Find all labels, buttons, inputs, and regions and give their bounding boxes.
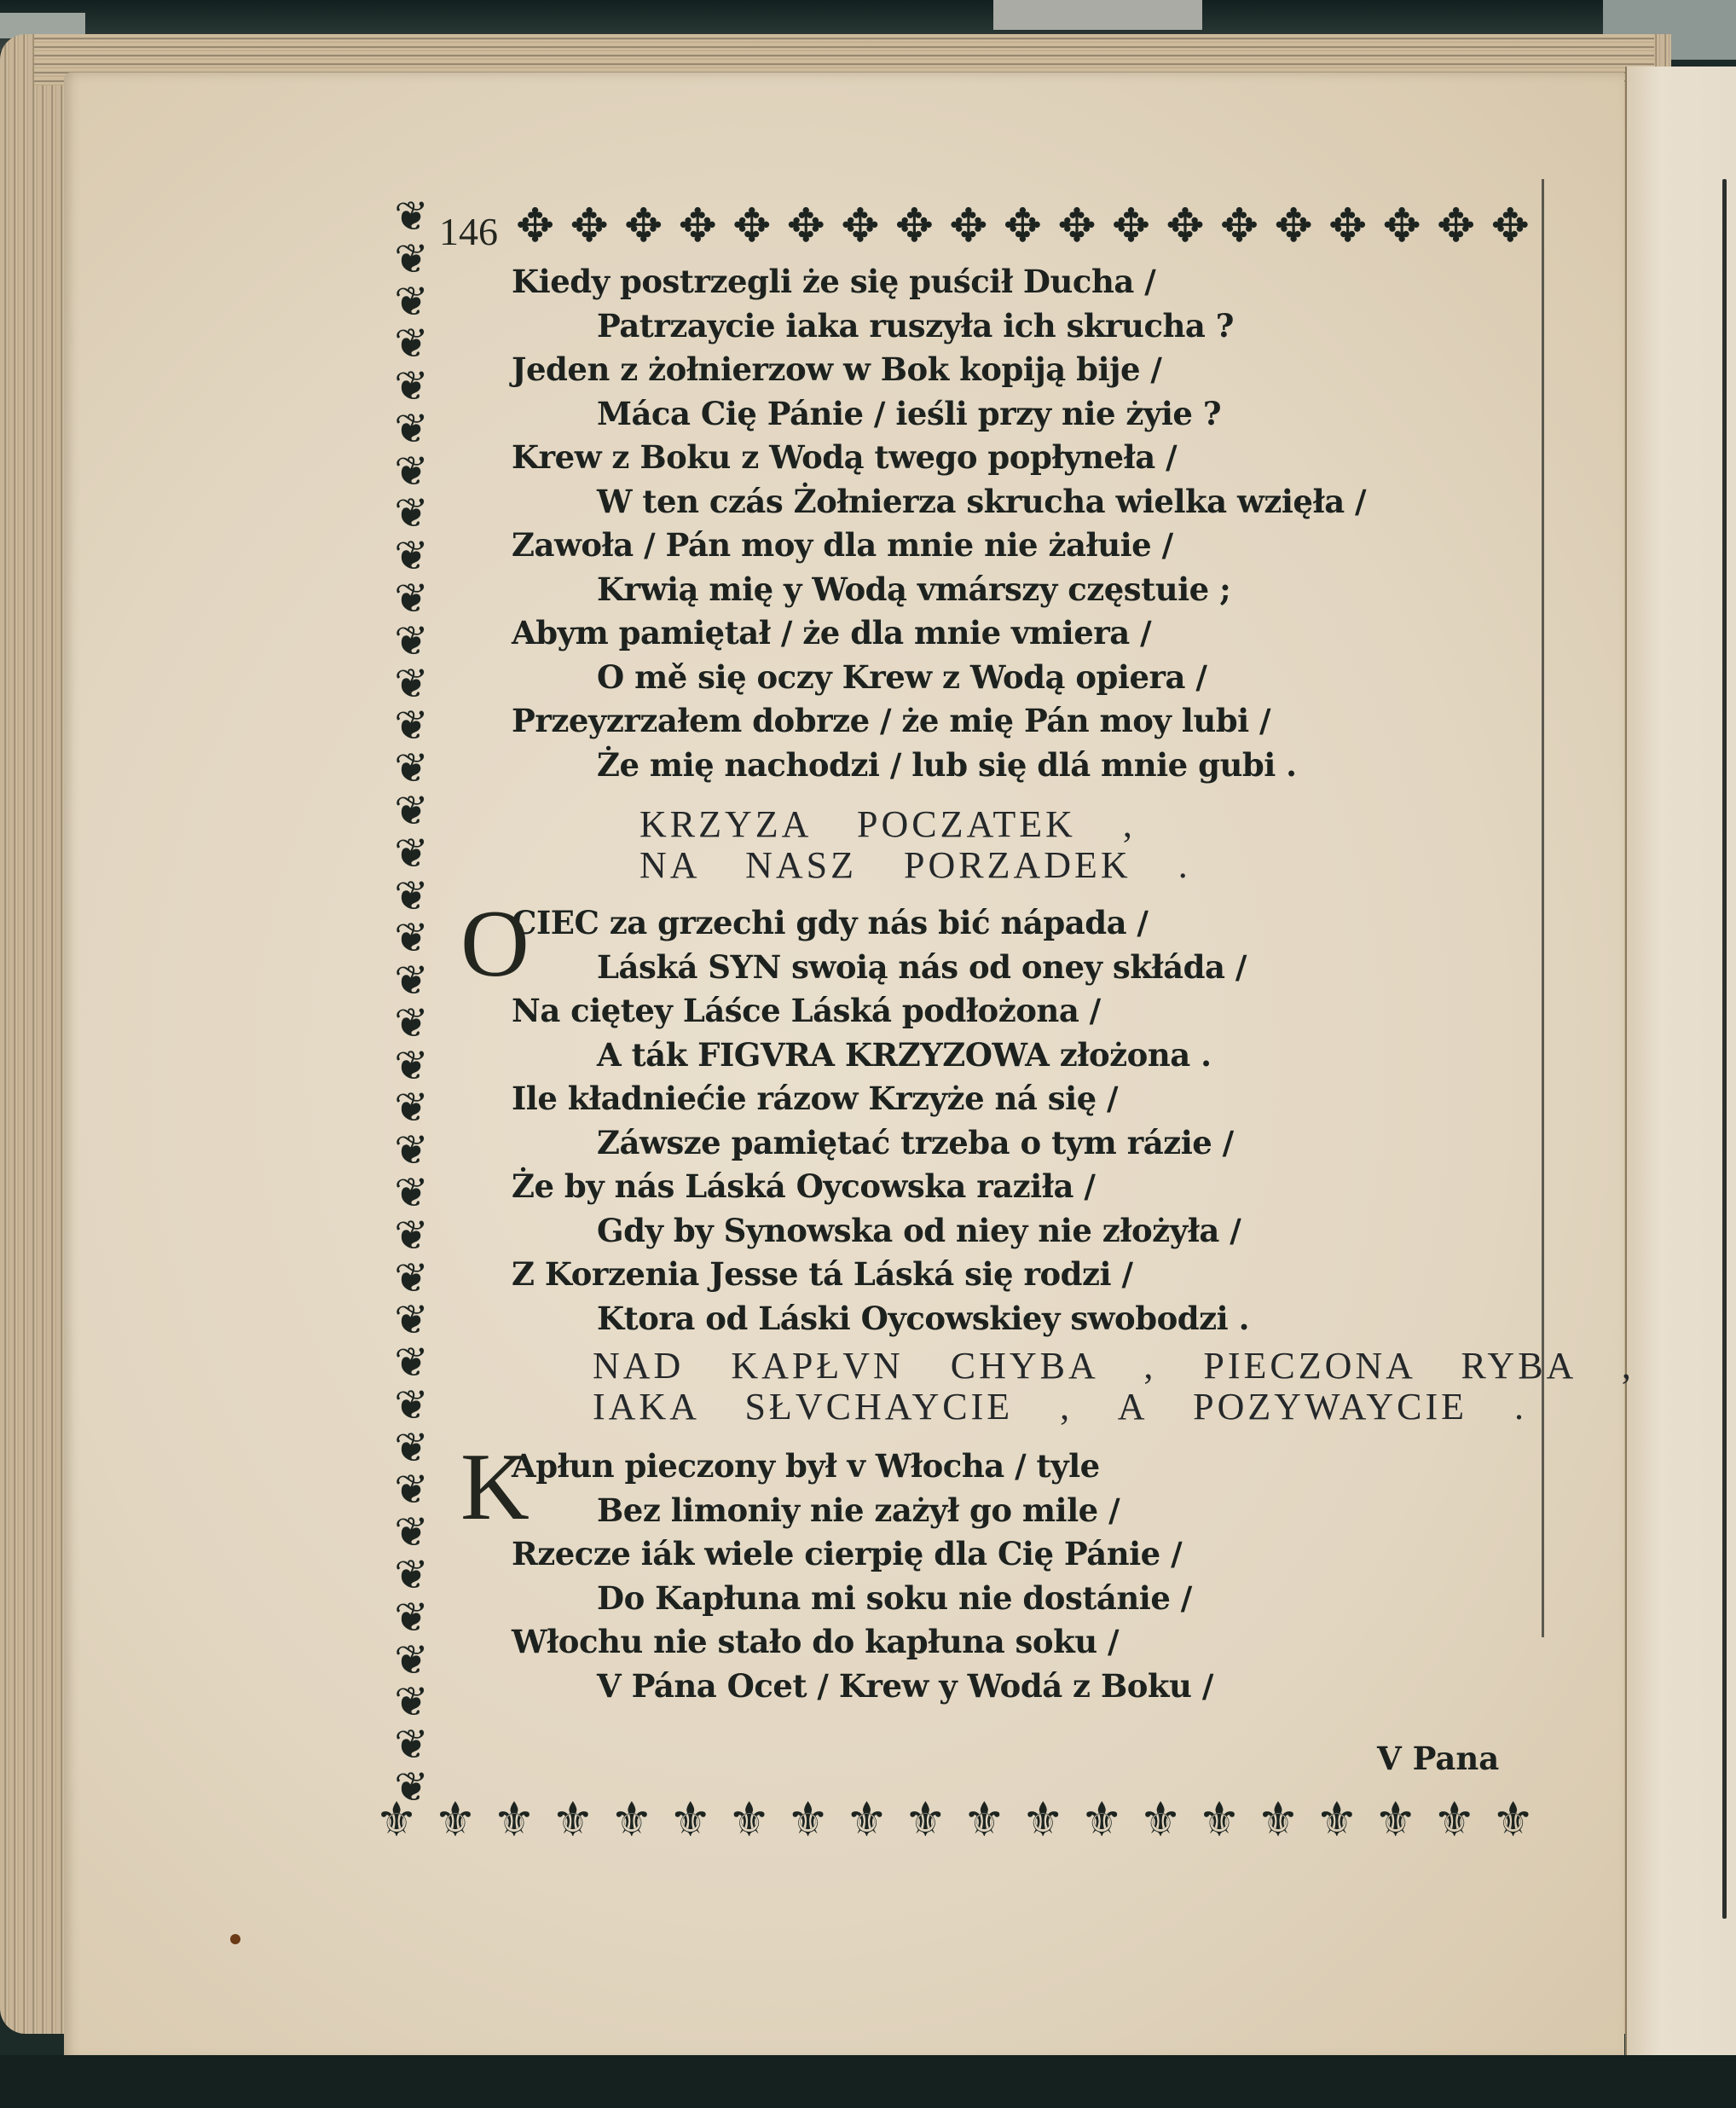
ornament-border-bottom [375,1787,1535,1855]
fleuron-ornament-icon: ❦ [394,1423,429,1472]
fleuron-ornament-icon: ❦ [394,235,429,283]
fleuron-ornament-icon: ❦ [394,362,429,411]
table-surface [0,2055,1736,2108]
fleuron-ornament-icon: ❦ [394,744,429,793]
page-text-body [460,260,1635,1708]
verse-line: Záwsze pamiętać trzeba o tym rázie / [597,1123,1234,1161]
fleuron-ornament-icon: ⚜ [1315,1792,1358,1848]
verse-stanza [512,260,1552,787]
fleuron-ornament-icon: ✥ [732,199,768,252]
recto-page-edge [1625,67,1736,2062]
fleuron-ornament-icon: ✥ [1490,199,1526,252]
verse-line: Gdy by Synowska od niey nie złożyła / [597,1211,1241,1249]
fleuron-ornament-icon: ❦ [394,1381,429,1429]
verse-line: Ile kładniećie rázow Krzyże ná się / [512,1080,1119,1117]
fleuron-ornament-icon: ❦ [394,1636,429,1684]
drop-cap: K [460,1434,529,1540]
fleuron-ornament-icon: ❦ [394,659,429,708]
fleuron-ornament-icon: ⚜ [1197,1792,1241,1848]
fleuron-ornament-icon: ✥ [624,199,660,252]
fleuron-ornament-icon: ❦ [394,1254,429,1302]
fleuron-ornament-icon: ⚜ [1080,1792,1124,1848]
fleuron-ornament-icon: ❦ [394,957,429,1005]
fleuron-ornament-icon: ❦ [394,702,429,750]
fleuron-ornament-icon: ⚜ [1021,1792,1065,1848]
verse-line: Że mię nachodzi / lub się dlá mnie gubi . [597,745,1297,784]
fleuron-ornament-icon: ⚜ [727,1792,771,1848]
fleuron-ornament-icon: ✥ [1328,199,1364,252]
verse-line: Z Korzenia Jesse tá Láská się rodzi / [512,1255,1133,1293]
verse-line: V Pána Ocet / Krew y Wodá z Boku / [597,1666,1213,1705]
fleuron-ornament-icon: ⚜ [1256,1792,1300,1848]
verse-line: O mě się oczy Krew z Wodą opiera / [597,657,1207,696]
fleuron-ornament-icon: ❦ [394,999,429,1047]
verse-stanza [460,1434,1552,1708]
fleuron-ornament-icon: ✥ [516,199,552,252]
fleuron-ornament-icon: ❦ [394,1168,429,1217]
fleuron-ornament-icon: ❦ [394,1721,429,1769]
verse-stanza [460,891,1552,1341]
fleuron-ornament-icon: ❦ [394,404,429,453]
fleuron-ornament-icon: ⚜ [786,1792,830,1848]
fleuron-ornament-icon: ✥ [1057,199,1093,252]
fleuron-ornament-icon: ❦ [394,1509,429,1557]
ink-spot [230,1934,240,1944]
fleuron-ornament-icon: ❦ [394,1678,429,1727]
section-heading: KRZYZA POCZATEK , [639,803,1136,845]
fleuron-ornament-icon: ❦ [394,1551,429,1599]
fleuron-ornament-icon: ❦ [394,914,429,963]
fleuron-ornament-icon: ⚜ [492,1792,536,1848]
fleuron-ornament-icon: ❦ [394,1126,429,1175]
fleuron-ornament-icon: ❦ [394,575,429,623]
fleuron-ornament-icon: ⚜ [1374,1792,1417,1848]
background-surface [993,0,1202,30]
fleuron-ornament-icon: ✥ [1003,199,1039,252]
facing-page-rule [1722,179,1727,1919]
fleuron-ornament-icon: ❦ [394,1593,429,1642]
fleuron-ornament-icon: ⚜ [551,1792,594,1848]
fleuron-ornament-icon: ❦ [394,193,429,240]
verse-line: Apłun pieczony był v Włocha / tyle [512,1447,1100,1485]
fleuron-ornament-icon: ⚜ [845,1792,888,1848]
drop-cap: O [460,891,529,997]
verse-line: Do Kapłuna mi soku nie dostánie / [597,1578,1192,1617]
fleuron-ornament-icon: ✥ [1166,199,1201,252]
fleuron-ornament-icon: ❦ [394,1339,429,1387]
fleuron-ornament-icon: ❦ [394,872,429,920]
fleuron-ornament-icon: ❦ [394,1084,429,1132]
catchword: V Pana [1377,1740,1500,1777]
fleuron-ornament-icon: ⚜ [433,1792,477,1848]
fleuron-ornament-icon: ✥ [1274,199,1310,252]
fleuron-ornament-icon: ❦ [394,1466,429,1514]
fleuron-ornament-icon: ✥ [1382,199,1418,252]
verse-line: Krwią mię y Wodą vmárszy częstuie ; [597,570,1231,608]
fleuron-ornament-icon: ⚜ [610,1792,653,1848]
fleuron-ornament-icon: ✥ [678,199,714,252]
verse-line: Krew z Boku z Wodą twego popłyneła / [512,438,1178,476]
section-heading: NAD KAPŁVN CHYBA , PIECZONA RYBA , [593,1345,1635,1387]
fleuron-ornament-icon: ❦ [394,786,429,835]
verse-line: Kiedy postrzegli że się puścił Ducha / [512,263,1156,300]
verse-line: Ktora od Láski Oycowskiey swobodzi . [597,1299,1249,1337]
verse-line: CIEC za grzechi gdy nás bić nápada / [512,904,1149,941]
fleuron-ornament-icon: ✥ [570,199,605,252]
fleuron-ornament-icon: ❦ [394,532,429,581]
ornament-border-top [516,196,1526,256]
fleuron-ornament-icon: ❦ [394,489,429,538]
fleuron-ornament-icon: ✥ [894,199,930,252]
fleuron-ornament-icon: ✥ [1437,199,1473,252]
fleuron-ornament-icon: ⚜ [904,1792,947,1848]
fleuron-ornament-icon: ❦ [394,1041,429,1090]
verse-line: Na ciętey Láśce Láská podłożona / [512,992,1101,1029]
fleuron-ornament-icon: ❦ [394,1763,429,1811]
fleuron-ornament-icon: ❦ [394,1211,429,1260]
fleuron-ornament-icon: ⚜ [375,1792,419,1848]
ornament-border-left [375,193,448,1811]
verse-line: Włochu nie stało do kapłuna soku / [512,1623,1119,1660]
fleuron-ornament-icon: ✥ [841,199,877,252]
fleuron-ornament-icon: ❦ [394,277,429,326]
verse-line: Że by nás Láská Oycowska raziła / [512,1167,1096,1205]
fleuron-ornament-icon: ❦ [394,829,429,877]
section-heading: IAKA SŁVCHAYCIE , A POZYWAYCIE . [593,1386,1528,1428]
fleuron-ornament-icon: ⚜ [1432,1792,1476,1848]
fleuron-ornament-icon: ✥ [786,199,822,252]
verse-line: Máca Cię Pánie / ieśli przy nie żyie ? [597,394,1222,432]
fleuron-ornament-icon: ⚜ [963,1792,1006,1848]
verse-line: Láská SYN swoią nás od oney skłáda / [597,947,1247,986]
verse-line: Zawoła / Pán moy dla mnie nie żałuie / [512,526,1173,564]
fleuron-ornament-icon: ❦ [394,320,429,368]
fleuron-ornament-icon: ✥ [1219,199,1256,252]
page-number: 146 [439,210,498,253]
fleuron-ornament-icon: ⚜ [1491,1792,1535,1848]
fleuron-ornament-icon: ❦ [394,447,429,495]
fleuron-ornament-icon: ⚜ [1138,1792,1183,1848]
section-heading: NA NASZ PORZADEK . [639,844,1191,886]
fleuron-ornament-icon: ✥ [1111,199,1148,252]
fleuron-ornament-icon: ⚜ [668,1792,712,1848]
verse-line: Bez limoniy nie zażył go mile / [597,1491,1120,1529]
fleuron-ornament-icon: ❦ [394,1296,429,1345]
verse-line: Jeden z żołnierzow w Bok kopiją bije / [512,350,1162,388]
verse-line: A ták FIGVRA KRZYZOWA złożona . [597,1035,1212,1074]
verse-line: Przeyzrzałem dobrze / że mię Pán moy lubi / [512,702,1271,739]
verse-line: Patrzaycie iaka ruszyła ich skrucha ? [597,306,1234,345]
verse-line: Rzecze iák wiele cierpię dla Cię Pánie / [512,1535,1183,1572]
fleuron-ornament-icon: ❦ [394,617,429,665]
verse-line: W ten czás Żołnierza skrucha wielka wzięła / [597,482,1367,520]
fleuron-ornament-icon: ✥ [949,199,985,252]
verse-line: Abym pamiętał / że dla mnie vmiera / [512,614,1152,652]
